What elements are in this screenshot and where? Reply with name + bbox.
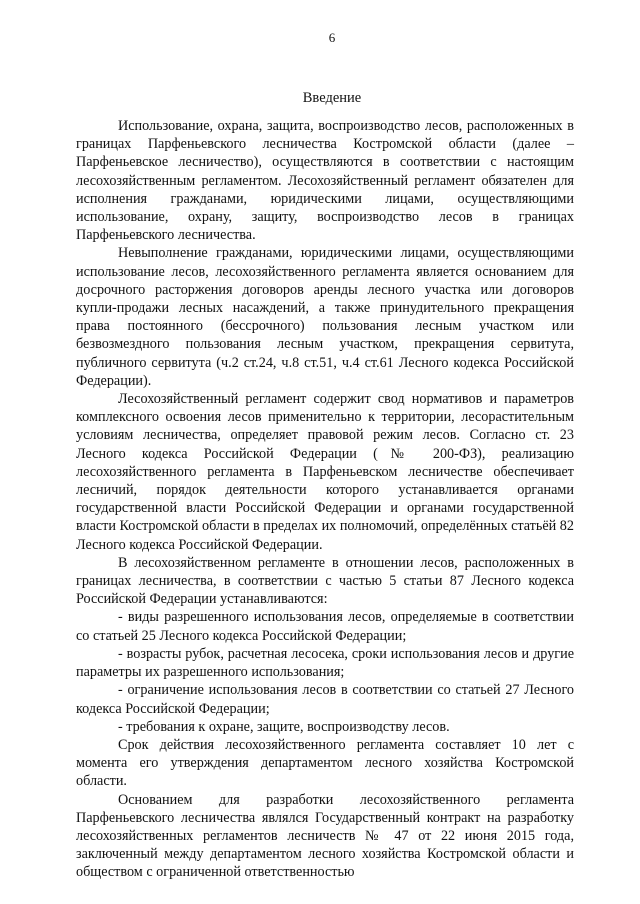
list-item-permitted-uses: - виды разрешенного использования лесов, определяемые в соответствии со статьей 25 Лесного кодекса Российской Федерации; bbox=[76, 609, 574, 644]
list-item-felling-ages: - возрасты рубок, расчетная лесосека, сроки использования лесов и другие параметры их разрешенного использования; bbox=[76, 645, 574, 681]
paragraph-contract-basis: Основанием для разработки лесохозяйственного регламента Парфеньевского лесничества являлся Государственный контракт на разработку лесохозяйственных регламентов лесничеств № 47 от 22 июня 2015 года, заключенный между департаментом лесного хозяйства Костромской области и обществом с ограниченной ответственностью bbox=[76, 791, 574, 881]
list-item-use-restrictions: - ограничение использования лесов в соответствии со статьей 27 Лесного кодекса Российской Федерации; bbox=[76, 682, 574, 717]
list-item-protection-requirements: - требования к охране, защите, воспроизводству лесов. bbox=[118, 718, 450, 735]
page-number: 6 bbox=[328, 30, 336, 45]
paragraph-usage: Использование, охрана, защита, воспроизводство лесов, расположенных в границах Парфеньевского лесничества Костромской области (далее – Парфеньевское лесничество), осуществляются в соответствии с настоящим лесохозяйственным регламентом. Лесохозяйственный регламент обязателен для исполнения гражданами, юридическими лицами, осуществляющими использование, охрану, защиту, воспроизводство лесов в границах Парфеньевского лесничества. bbox=[76, 118, 574, 244]
section-title: Введение bbox=[302, 90, 362, 106]
paragraph-non-compliance: Невыполнение гражданами, юридическими лицами, осуществляющими использование лесов, лесохозяйственного регламента является основанием для досрочного расторжения договоров аренды лесного участка или договоров купли-продажи лесных насаждений, а также принудительного прекращения права постоянного (бессрочного) пользования лесным участком или безвозмездного пользования лесным участком, прекращения сервитута, публичного сервитута (ч.2 ст.24, ч.8 ст.51, ч.4 ст.61 Лесного кодекса Российской Федерации). bbox=[76, 245, 574, 389]
paragraph-regulation-content: Лесохозяйственный регламент содержит свод нормативов и параметров комплексного освоения лесов применительно к территории, лесорастительным условиям лесничества, определяет правовой режим лесов. Согласно ст. 23 Лесного кодекса Российской Федерации (№ 200-ФЗ), реализацию лесохозяйственного регламента в Парфеньевском лесничестве обеспечивает лесничий, порядок деятельности которого устанавливается органами государственной власти Российской Федерации и органами государственной власти Костромской области в пределах их полномочий, определённых статьёй 82 Лесного кодекса Российской Федерации. bbox=[76, 391, 574, 553]
paragraph-validity-period: Срок действия лесохозяйственного регламента составляет 10 лет с момента его утверждения департаментом лесного хозяйства Костромской области. bbox=[76, 736, 574, 790]
paragraph-established-list-intro: В лесохозяйственном регламенте в отношении лесов, расположенных в границах лесничества, в соответствии с частью 5 статьи 87 Лесного кодекса Российской Федерации устанавливаются: bbox=[76, 554, 574, 608]
